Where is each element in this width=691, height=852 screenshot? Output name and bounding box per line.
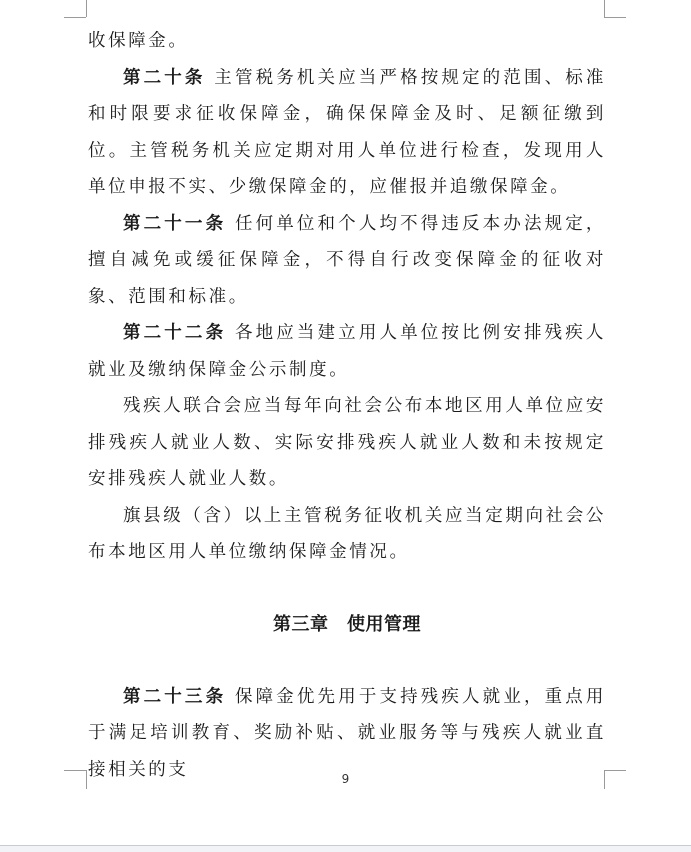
chapter-title: 第三章 使用管理 xyxy=(273,613,421,635)
crop-mark-top-right xyxy=(604,0,605,17)
paragraph xyxy=(88,388,606,498)
page-number: 9 xyxy=(341,772,350,786)
paragraph xyxy=(88,498,606,571)
paragraph xyxy=(88,315,606,388)
paragraph xyxy=(88,206,606,316)
article-number: 第二十条 xyxy=(123,67,206,88)
crop-mark-bottom-left xyxy=(64,770,86,771)
paragraph-text: 收保障金。 xyxy=(88,31,189,51)
article-number: 第二十三条 xyxy=(123,686,227,707)
paragraph xyxy=(88,23,606,60)
document-body[interactable] xyxy=(88,23,606,788)
paragraph-text: 残疾人联合会应当每年向社会公布本地区用人单位应安排残疾人就业人数、实际安排残疾人就业人数和未按规定安排残疾人就业人数。 xyxy=(88,396,606,489)
crop-mark-top-left xyxy=(86,0,87,17)
crop-mark-top-right xyxy=(604,17,626,18)
crop-mark-top-left xyxy=(64,17,86,18)
crop-mark-bottom-right xyxy=(604,770,626,771)
article-number: 第二十一条 xyxy=(123,213,227,234)
paragraph-text: 旗县级（含）以上主管税务征收机关应当定期向社会公布本地区用人单位缴纳保障金情况。 xyxy=(88,505,606,562)
paragraph-text: 各地应当建立用人单位按比例安排残疾人就业及缴纳保障金公示制度。 xyxy=(88,323,607,380)
paragraph-group xyxy=(88,23,606,571)
article-number: 第二十二条 xyxy=(123,323,227,343)
paragraph-text: 任何单位和个人均不得违反本办法规定，擅自减免或缓征保障金，不得自行改变保障金的征收对象、范围和标准。 xyxy=(88,213,607,307)
paragraph xyxy=(88,60,606,206)
paragraph-text: 主管税务机关应当严格按规定的范围、标准和时限要求征收保障金，确保保障金及时、足额征缴到位。主管税务机关应定期对用人单位进行检查，发现用人单位申报不实、少缴保障金的，应催报并追缴保障金。 xyxy=(88,67,606,197)
paragraph-text: 保障金优先用于支持残疾人就业，重点用于满足培训教育、奖励补贴、就业服务等与残疾人就业直接相关的支 xyxy=(88,686,607,780)
